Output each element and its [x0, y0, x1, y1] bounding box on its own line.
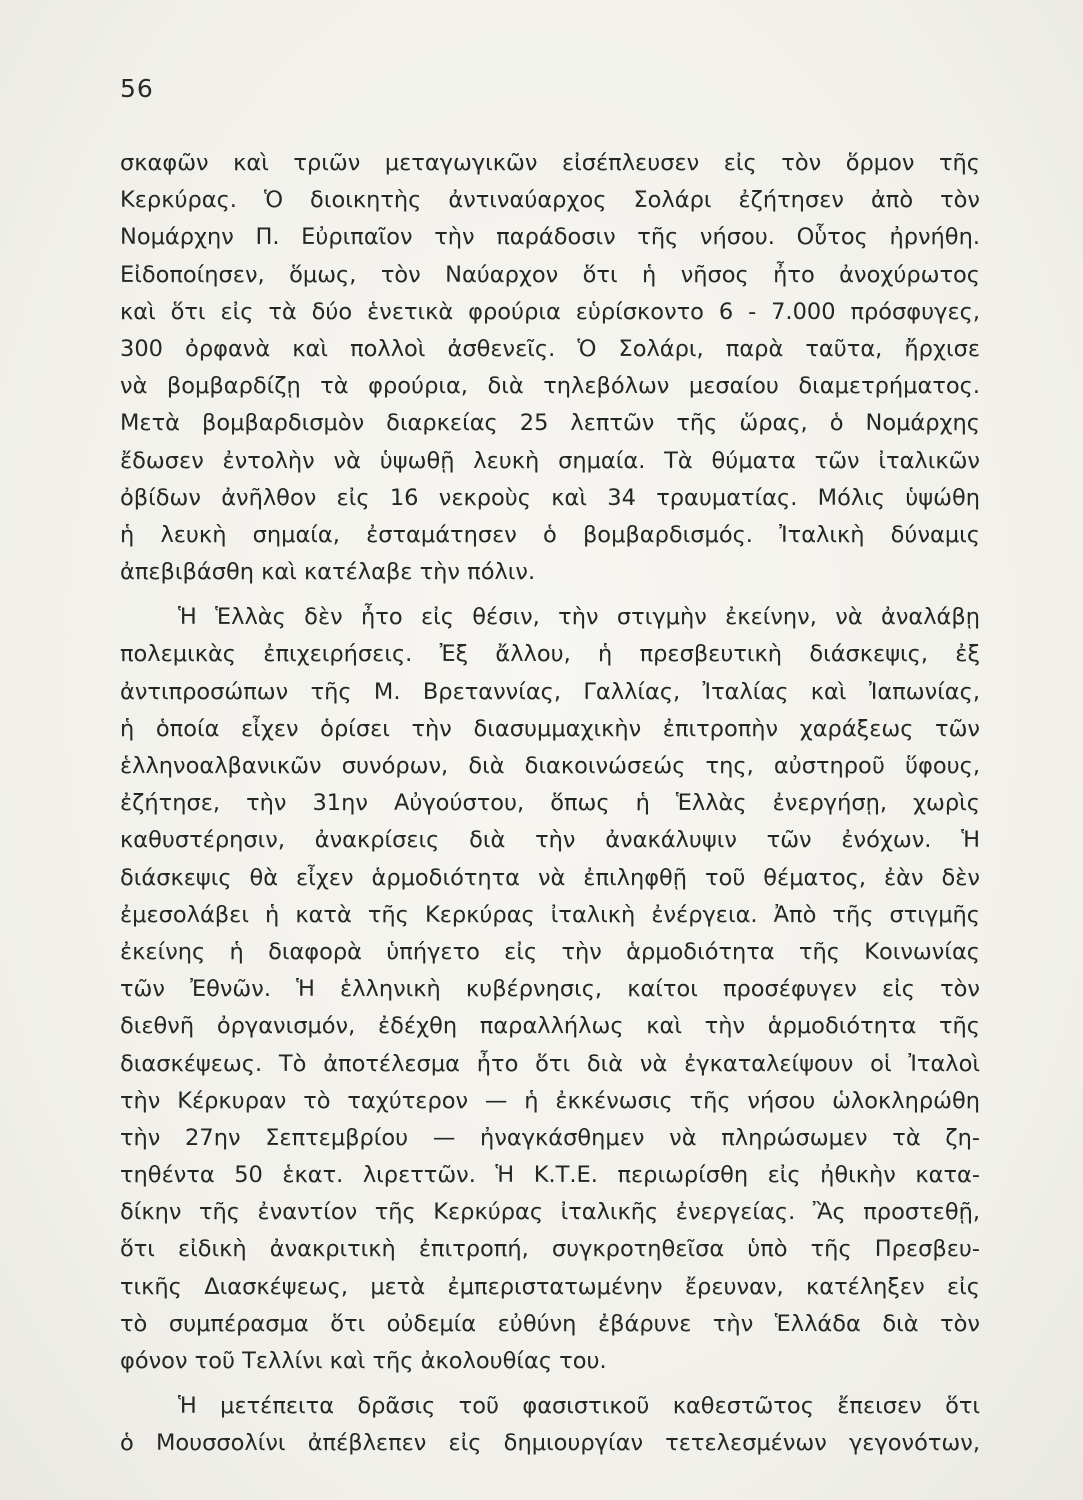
text-line: ὁ Μουσσολίνι ἀπέβλεπεν εἰς δημιουργίαν τετελεσμένων γεγονότων, [120, 1430, 980, 1457]
text-line: φόνον τοῦ Τελλίνι καὶ τῆς ἀκολουθίας του. [120, 1348, 607, 1374]
text-line: πολεμικὰς ἐπιχειρήσεις. Ἐξ ἄλλου, ἡ πρεσβευτικὴ διάσκεψις, ἐξ [120, 641, 980, 668]
text-line: ἐμεσολάβει ἡ κατὰ τῆς Κερκύρας ἰταλικὴ ἐνέργεια. Ἀπὸ τῆς στιγμῆς [120, 901, 980, 928]
text-line: Νομάρχην Π. Εὐριπαῖον τὴν παράδοσιν τῆς νήσου. Οὗτος ἠρνήθη. [120, 224, 980, 251]
text-line: ἑλληνοαλβανικῶν συνόρων, διὰ διακοινώσεώς της, αὐστηροῦ ὕφους, [120, 753, 980, 779]
text-line: ἔδωσεν ἐντολὴν νὰ ὑψωθῇ λευκὴ σημαία. Τὰ θύματα τῶν ἰταλικῶν [120, 447, 980, 474]
text-line: δίκην τῆς ἐναντίον τῆς Κερκύρας ἰταλικῆς ἐνεργείας. Ἂς προστεθῇ, [120, 1199, 980, 1226]
page-number: 56 [120, 74, 154, 103]
text-line: διάσκεψις θὰ εἶχεν ἁρμοδιότητα νὰ ἐπιληφθῇ τοῦ θέματος, ἐὰν δὲν [120, 864, 980, 891]
text-line: 300 ὀρφανὰ καὶ πολλοὶ ἀσθενεῖς. Ὁ Σολάρι, παρὰ ταῦτα, ἤρχισε [120, 335, 980, 362]
text-line: ἐζήτησε, τὴν 31ην Αὐγούστου, ὅπως ἡ Ἑλλὰς ἐνεργήσῃ, χωρὶς [120, 790, 980, 817]
text-line: σκαφῶν καὶ τριῶν μεταγωγικῶν εἰσέπλευσεν εἰς τὸν ὅρμον τῆς [120, 150, 980, 176]
paragraph [120, 1388, 980, 1462]
text-line: ἡ λευκὴ σημαία, ἐσταμάτησεν ὁ βομβαρδισμός. Ἰταλικὴ δύναμις [120, 521, 980, 548]
text-line: τὴν Κέρκυραν τὸ ταχύτερον — ἡ ἐκκένωσις τῆς νήσου ὡλοκληρώθη [120, 1087, 980, 1114]
text-line: διασκέψεως. Τὸ ἀποτέλεσμα ἦτο ὅτι διὰ νὰ ἐγκαταλείψουν οἱ Ἰταλοὶ [120, 1050, 980, 1077]
text-line: ἀντιπροσώπων τῆς Μ. Βρεταννίας, Γαλλίας, Ἰταλίας καὶ Ἰαπωνίας, [120, 678, 980, 705]
text-line: ὀβίδων ἀνῆλθον εἰς 16 νεκροὺς καὶ 34 τραυματίας. Μόλις ὑψώθη [120, 484, 980, 511]
text-line: Εἰδοποίησεν, ὅμως, τὸν Ναύαρχον ὅτι ἡ νῆσος ἦτο ἀνοχύρωτος [120, 261, 980, 288]
text-line: διεθνῆ ὀργανισμόν, ἐδέχθη παραλλήλως καὶ τὴν ἁρμοδιότητα τῆς [120, 1013, 980, 1040]
text-line: ἐκείνης ἡ διαφορὰ ὑπήγετο εἰς τὴν ἁρμοδιότητα τῆς Κοινωνίας [120, 938, 980, 965]
text-line: καθυστέρησιν, ἀνακρίσεις διὰ τὴν ἀνακάλυψιν τῶν ἐνόχων. Ἡ [120, 827, 980, 854]
text-line: τὴν 27ην Σεπτεμβρίου — ἠναγκάσθημεν νὰ πληρώσωμεν τὰ ζη- [120, 1124, 980, 1151]
text-line: τικῆς Διασκέψεως, μετὰ ἐμπεριστατωμένην ἔρευναν, κατέληξεν εἰς [120, 1273, 980, 1300]
text-line: καὶ ὅτι εἰς τὰ δύο ἑνετικὰ φρούρια εὑρίσκοντο 6 - 7.000 πρόσφυγες, [120, 298, 980, 325]
text-line: ἡ ὁποία εἶχεν ὁρίσει τὴν διασυμμαχικὴν ἐπιτροπὴν χαράξεως τῶν [120, 715, 980, 742]
text-line: τὸ συμπέρασμα ὅτι οὐδεμία εὐθύνη ἐβάρυνε τὴν Ἑλλάδα διὰ τὸν [120, 1310, 980, 1337]
text-line: Κερκύρας. Ὁ διοικητὴς ἀντιναύαρχος Σολάρι ἐζήτησεν ἀπὸ τὸν [120, 187, 980, 214]
text-line: Ἡ Ἑλλὰς δὲν ἦτο εἰς θέσιν, τὴν στιγμὴν ἐκείνην, νὰ ἀναλάβῃ [178, 604, 980, 631]
text-line: ἀπεβιβάσθη καὶ κατέλαβε τὴν πόλιν. [120, 559, 536, 586]
text-line: ὅτι εἰδικὴ ἀνακριτικὴ ἐπιτροπή, συγκροτηθεῖσα ὑπὸ τῆς Πρεσβευ- [120, 1236, 980, 1263]
paragraph [120, 599, 980, 1380]
body-text [120, 145, 980, 1463]
text-line: Ἡ μετέπειτα δρᾶσις τοῦ φασιστικοῦ καθεστῶτος ἔπεισεν ὅτι [178, 1393, 980, 1420]
text-line: Μετὰ βομβαρδισμὸν διαρκείας 25 λεπτῶν τῆς ὥρας, ὁ Νομάρχης [120, 410, 980, 437]
text-line: τῶν Ἐθνῶν. Ἡ ἑλληνικὴ κυβέρνησις, καίτοι προσέφυγεν εἰς τὸν [120, 976, 980, 1003]
text-line: τηθέντα 50 ἑκατ. λιρεττῶν. Ἡ Κ.Τ.Ε. περιωρίσθη εἰς ἠθικὴν κατα- [120, 1162, 980, 1189]
paragraph [120, 145, 980, 591]
text-line: νὰ βομβαρδίζῃ τὰ φρούρια, διὰ τηλεβόλων μεσαίου διαμετρήματος. [120, 373, 980, 400]
